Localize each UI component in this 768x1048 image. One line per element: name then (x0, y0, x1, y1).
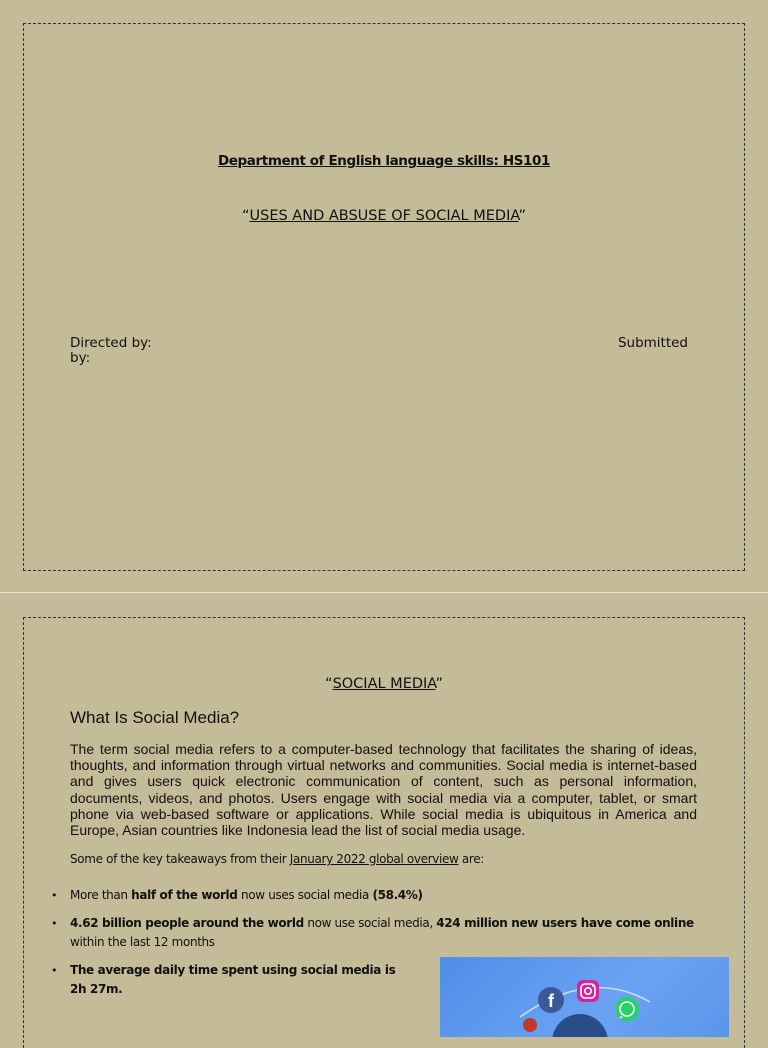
takeaways-intro: Some of the key takeaways from their January 2022 global overview are: (70, 852, 484, 866)
list-item: • The average daily time spent using social media is 2h 27m. (70, 961, 410, 999)
cover-page-border (23, 23, 745, 571)
page-separator (0, 592, 768, 593)
directed-by-label: Directed by: (70, 335, 152, 351)
section-heading: “SOCIAL MEDIA” (325, 676, 443, 692)
department-line: Department of English language skills: HS101 (217, 153, 551, 169)
list-item: • More than half of the world now uses social media (58.4%) (70, 886, 700, 905)
subheading: What Is Social Media? (70, 708, 240, 727)
list-item: • 4.62 billion people around the world now use social media, 424 million new users have come online within the last 12 months (70, 914, 700, 952)
body-paragraph: The term social media refers to a computer-based technology that facilitates the sharing of ideas, thoughts, and information through virtual networks and communities. Social media is internet-based and gives users quick electronic communication of content, such as personal information, documents, videos, and photos. Users engage with social media via a computer, tablet, or smart phone via web-based software or applications. While social media is ubiquitous in America and Europe, Asian countries like Indonesia lead the list of social media usage. (70, 741, 697, 839)
svg-text:f: f (548, 991, 554, 1011)
global-overview-link[interactable]: January 2022 global overview (289, 852, 459, 866)
social-media-illustration (440, 957, 729, 1037)
instagram-icon (577, 980, 599, 1002)
facebook-icon (538, 987, 564, 1013)
by-label: by: (70, 350, 91, 366)
whatsapp-icon (615, 997, 639, 1021)
submitted-label: Submitted (617, 335, 688, 351)
cover-title: “USES AND ABSUSE OF SOCIAL MEDIA” (242, 208, 526, 224)
social-media-image (440, 957, 729, 1037)
